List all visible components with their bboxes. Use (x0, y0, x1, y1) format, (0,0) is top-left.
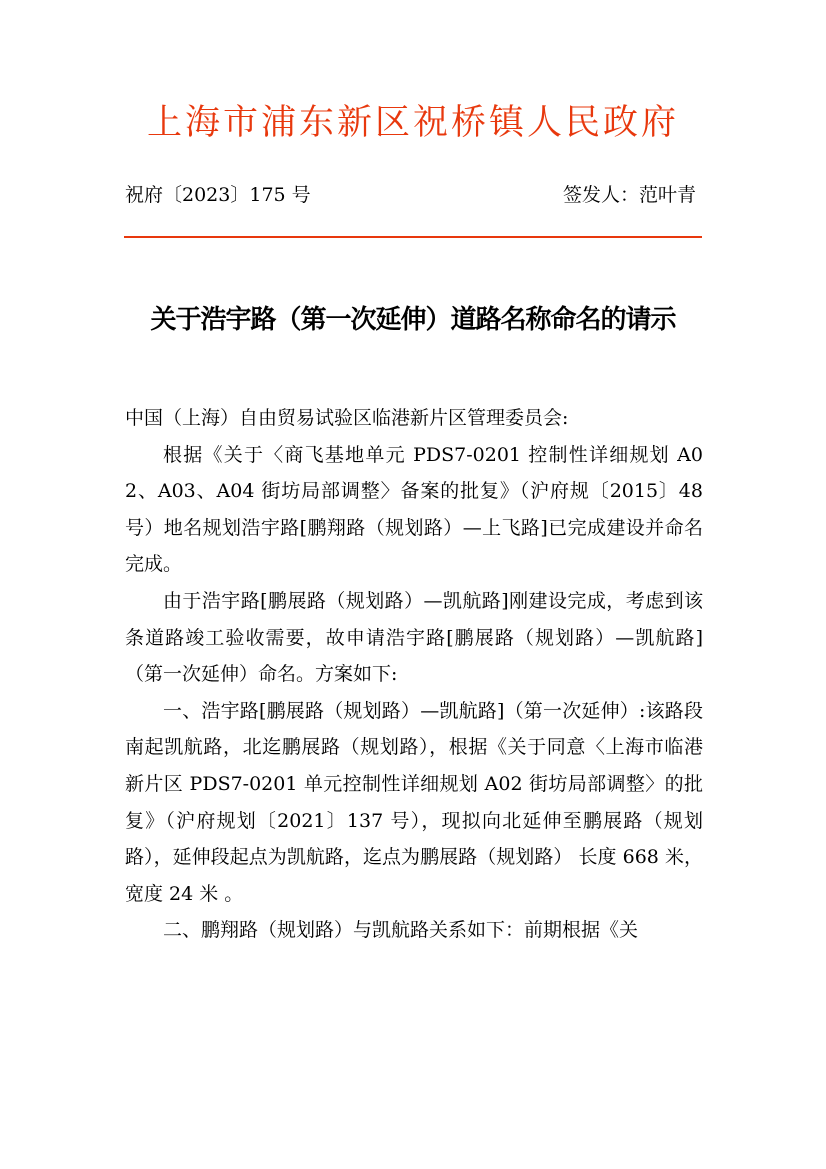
document-title: 关于浩宇路（第一次延伸）道路名称命名的请示 (150, 305, 676, 335)
header-divider (124, 236, 702, 238)
body-paragraph: 二、鹏翔路（规划路）与凯航路关系如下：前期根据《关 (163, 919, 639, 942)
body-paragraph: 一、浩宇路[鹏展路（规划路）—凯航路]（第一次延伸）:该路段南起凯航路，北迄鹏展路（规划路），根据《关于同意〈上海市临港新片区 PDS7-0201 单元控制性详细规划 A02 街坊局部调整〉的批复》（沪府规划〔2021〕137 号），现拟向北延伸至鹏展路（规划路），延伸段起点为凯航路，迄点为鹏展路（规划路） 长度 668 米，宽度 24 米 。 (125, 699, 703, 905)
body-paragraph: 根据《关于〈商飞基地单元 PDS7-0201 控制性详细规划 A02、A03、A04 街坊局部调整〉备案的批复》（沪府规〔2015〕48 号）地名规划浩宇路[鹏翔路（规划路）—上飞路]已完成建设并命名完成。 (125, 443, 703, 576)
signer: 签发人：范叶青 (562, 184, 696, 206)
salutation: 中国（上海）自由贸易试验区临港新片区管理委员会: (125, 407, 569, 429)
document-number: 祝府〔2023〕175 号 (125, 184, 311, 206)
document-body (125, 400, 703, 949)
issuing-organization-title: 上海市浦东新区祝桥镇人民政府 (146, 103, 679, 143)
body-paragraph: 由于浩宇路[鹏展路（规划路）—凯航路]刚建设完成，考虑到该条道路竣工验收需要，故申请浩宇路[鹏展路（规划路）—凯航路]（第一次延伸）命名。方案如下: (125, 589, 703, 686)
